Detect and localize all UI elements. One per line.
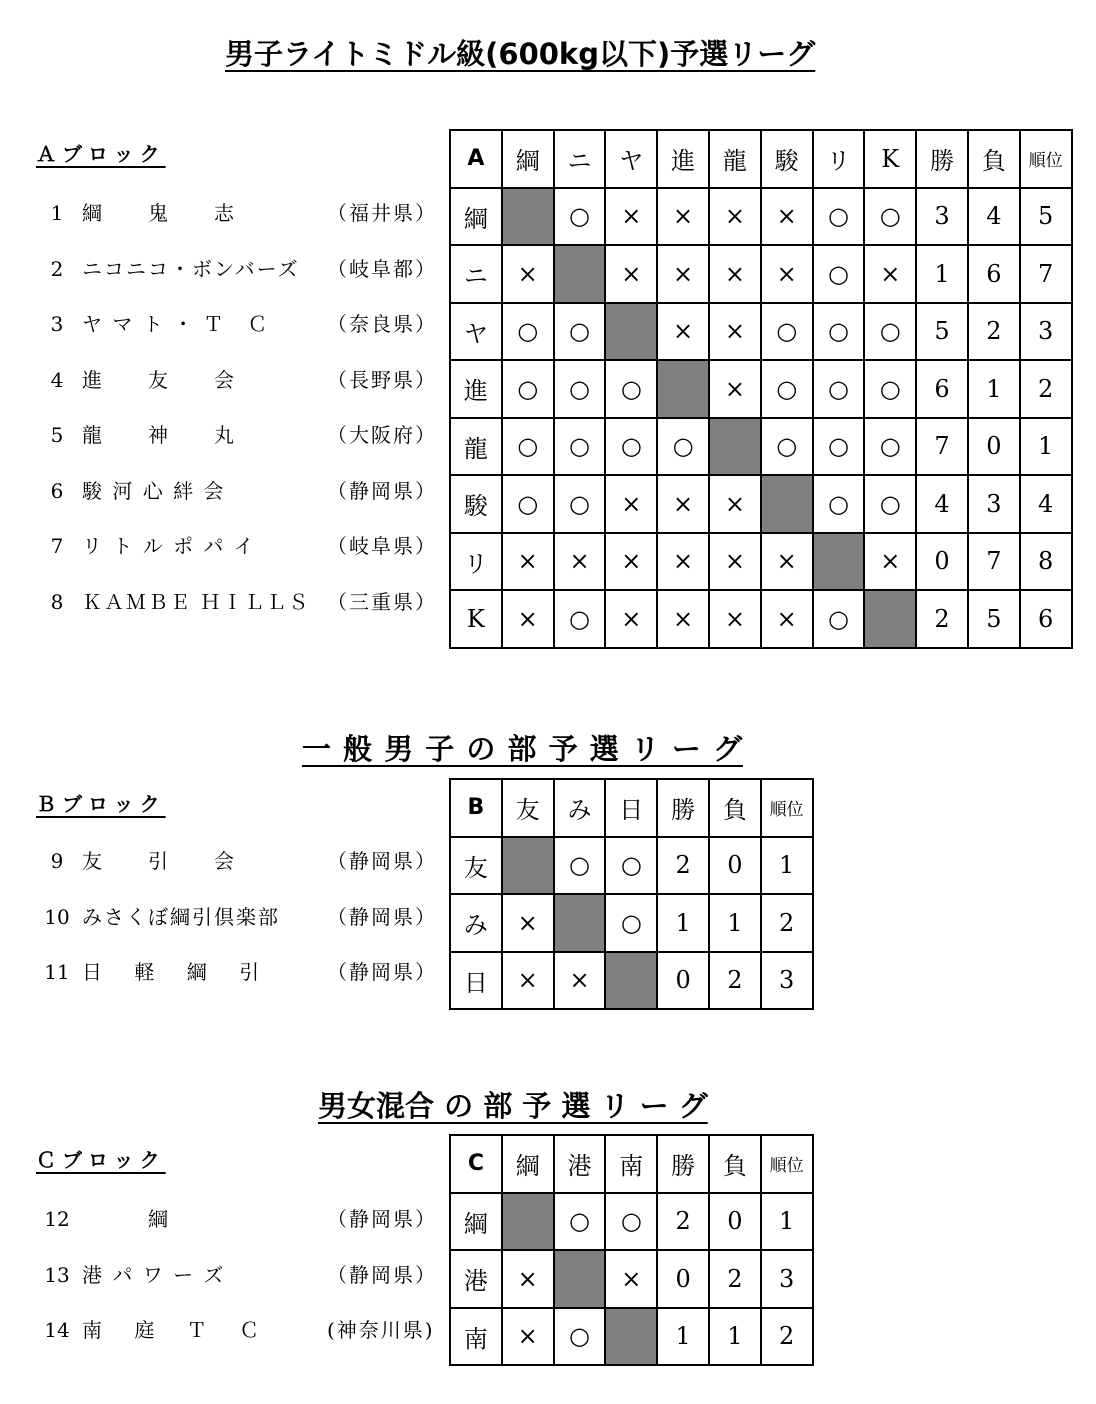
rank-cell: 5: [1020, 188, 1072, 246]
section-a-title: 男子ライトミドル級(600kg以下)予選リーグ: [225, 37, 816, 71]
match-result-cell: ×: [605, 475, 657, 533]
column-header: み: [554, 779, 606, 837]
table-row: [450, 952, 813, 1010]
stat-header: 負: [968, 130, 1020, 188]
match-result-cell: ○: [502, 475, 554, 533]
match-result-cell: ○: [502, 303, 554, 361]
match-result-cell: ○: [605, 837, 657, 895]
team-row: [44, 242, 444, 298]
team-row: [44, 519, 444, 575]
stat-header: 負: [709, 779, 761, 837]
self-match-cell: [605, 952, 657, 1010]
row-header: 日: [450, 952, 502, 1010]
team-prefecture: （長野県）: [327, 367, 437, 392]
self-match-cell: [709, 418, 761, 476]
self-match-cell: [554, 1250, 606, 1308]
wins-cell: 1: [657, 1308, 709, 1366]
match-result-cell: ×: [502, 952, 554, 1010]
self-match-cell: [554, 245, 606, 303]
team-prefecture: （岐阜県）: [327, 534, 437, 558]
block-c-result-table: [449, 1134, 814, 1366]
match-result-cell: ○: [554, 1193, 606, 1251]
table-row: [450, 1250, 813, 1308]
team-name: みさくぼ綱引倶楽部: [82, 904, 280, 929]
losses-cell: 1: [968, 360, 1020, 418]
match-result-cell: ×: [864, 245, 916, 303]
team-prefecture: （静岡県）: [327, 1207, 437, 1231]
match-result-cell: ○: [554, 590, 606, 648]
losses-cell: 0: [709, 837, 761, 895]
block-corner-cell: B: [450, 779, 502, 837]
team-name: 港 パ ワ ー ズ: [82, 1262, 226, 1287]
wins-cell: 0: [916, 533, 968, 591]
team-number: 10: [44, 904, 70, 929]
match-result-cell: ×: [761, 590, 813, 648]
match-result-cell: ×: [502, 590, 554, 648]
team-prefecture: （福井県）: [327, 201, 437, 225]
block-a-result-table: [449, 129, 1073, 649]
match-result-cell: ×: [605, 590, 657, 648]
match-result-cell: ○: [605, 1193, 657, 1251]
team-number: 9: [50, 849, 64, 873]
match-result-cell: ○: [761, 303, 813, 361]
team-number: 5: [50, 423, 64, 447]
team-row: [44, 353, 444, 409]
stat-header: 勝: [657, 1135, 709, 1193]
match-result-cell: ○: [813, 590, 865, 648]
team-prefecture: （大阪府）: [327, 423, 437, 447]
rank-cell: 2: [761, 894, 813, 952]
table-row: [450, 475, 1072, 533]
self-match-cell: [813, 533, 865, 591]
match-result-cell: ×: [605, 188, 657, 246]
self-match-cell: [864, 590, 916, 648]
match-result-cell: ○: [605, 360, 657, 418]
wins-cell: 6: [916, 360, 968, 418]
match-result-cell: ○: [761, 418, 813, 476]
team-row: [44, 186, 444, 242]
column-header: 南: [605, 1135, 657, 1193]
table-row: [450, 533, 1072, 591]
rank-cell: 3: [761, 952, 813, 1010]
self-match-cell: [502, 837, 554, 895]
losses-cell: 1: [709, 894, 761, 952]
match-result-cell: ○: [502, 418, 554, 476]
match-result-cell: ×: [657, 590, 709, 648]
wins-cell: 1: [657, 894, 709, 952]
team-name: ＫＡＭＢＥ ＨＩＬＬＳ: [82, 589, 311, 614]
match-result-cell: ×: [709, 590, 761, 648]
team-prefecture: （三重県）: [327, 589, 437, 614]
team-prefecture: （静岡県）: [327, 478, 437, 503]
match-result-cell: ○: [657, 418, 709, 476]
match-result-cell: ○: [554, 188, 606, 246]
rank-cell: 2: [1020, 360, 1072, 418]
row-header: 進: [450, 360, 502, 418]
losses-cell: 1: [709, 1308, 761, 1366]
row-header: 友: [450, 837, 502, 895]
wins-cell: 0: [657, 1250, 709, 1308]
team-name: 進 友 会: [82, 367, 236, 392]
match-result-cell: ○: [554, 1308, 606, 1366]
wins-cell: 2: [916, 590, 968, 648]
match-result-cell: ○: [554, 360, 606, 418]
wins-cell: 0: [657, 952, 709, 1010]
losses-cell: 7: [968, 533, 1020, 591]
row-header: K: [450, 590, 502, 648]
row-header: み: [450, 894, 502, 952]
team-row: [44, 1303, 444, 1359]
table-row: [450, 1308, 813, 1366]
wins-cell: 5: [916, 303, 968, 361]
losses-cell: 0: [709, 1193, 761, 1251]
team-name: 日 軽 綱 引: [82, 960, 262, 984]
match-result-cell: ○: [813, 475, 865, 533]
table-row: [450, 188, 1072, 246]
wins-cell: 4: [916, 475, 968, 533]
self-match-cell: [554, 894, 606, 952]
team-row: [44, 575, 444, 631]
team-row: [44, 297, 444, 353]
column-header: K: [864, 130, 916, 188]
match-result-cell: ×: [554, 533, 606, 591]
match-result-cell: ×: [605, 533, 657, 591]
table-row: [450, 303, 1072, 361]
match-result-cell: ○: [605, 894, 657, 952]
match-result-cell: ×: [554, 952, 606, 1010]
row-header: 龍: [450, 418, 502, 476]
match-result-cell: ×: [709, 245, 761, 303]
team-name: 綱 鬼 志: [82, 201, 236, 225]
row-header: 綱: [450, 1193, 502, 1251]
match-result-cell: ○: [605, 418, 657, 476]
team-number: 3: [50, 312, 64, 336]
match-result-cell: ×: [502, 1250, 554, 1308]
match-result-cell: ○: [864, 418, 916, 476]
match-result-cell: ○: [813, 360, 865, 418]
rank-cell: 3: [1020, 303, 1072, 361]
block-corner-cell: A: [450, 130, 502, 188]
team-number: 8: [50, 589, 64, 614]
match-result-cell: ○: [813, 188, 865, 246]
match-result-cell: ○: [813, 245, 865, 303]
match-result-cell: ×: [657, 245, 709, 303]
block-b-result-table: [449, 778, 814, 1010]
match-result-cell: ×: [502, 533, 554, 591]
column-header: ニ: [554, 130, 606, 188]
losses-cell: 4: [968, 188, 1020, 246]
match-result-cell: ×: [605, 245, 657, 303]
team-number: 4: [50, 367, 64, 392]
table-row: [450, 245, 1072, 303]
section-c-title: 男女混合 の 部 予 選 リ ー グ: [318, 1089, 708, 1123]
match-result-cell: ×: [502, 894, 554, 952]
team-name: 友 引 会: [82, 849, 236, 873]
match-result-cell: ○: [864, 475, 916, 533]
self-match-cell: [605, 1308, 657, 1366]
match-result-cell: ○: [554, 418, 606, 476]
wins-cell: 2: [657, 1193, 709, 1251]
team-name: ヤ マ ト ・ Ｔ Ｃ: [82, 312, 270, 336]
rank-cell: 4: [1020, 475, 1072, 533]
team-prefecture: （静岡県）: [327, 849, 437, 873]
row-header: 南: [450, 1308, 502, 1366]
team-row: [44, 834, 444, 890]
column-header: 龍: [709, 130, 761, 188]
team-number: 14: [44, 1318, 70, 1342]
team-name: 綱: [82, 1207, 170, 1231]
column-header: 進: [657, 130, 709, 188]
rank-cell: 6: [1020, 590, 1072, 648]
match-result-cell: ○: [554, 475, 606, 533]
match-result-cell: ×: [657, 303, 709, 361]
match-result-cell: ×: [761, 533, 813, 591]
rank-cell: 7: [1020, 245, 1072, 303]
match-result-cell: ○: [864, 303, 916, 361]
self-match-cell: [657, 360, 709, 418]
stat-header: 勝: [657, 779, 709, 837]
table-row: [450, 360, 1072, 418]
team-row: [44, 408, 444, 464]
team-prefecture: （静岡県）: [327, 1262, 437, 1287]
match-result-cell: ×: [761, 245, 813, 303]
stat-header: 順位: [761, 1135, 813, 1193]
section-b-title: 一 般 男 子 の 部 予 選 リ ー グ: [302, 732, 743, 766]
column-header: リ: [813, 130, 865, 188]
match-result-cell: ×: [502, 245, 554, 303]
team-number: 13: [44, 1262, 70, 1287]
match-result-cell: ×: [657, 475, 709, 533]
rank-cell: 3: [761, 1250, 813, 1308]
match-result-cell: ○: [554, 303, 606, 361]
match-result-cell: ×: [761, 188, 813, 246]
team-number: 7: [50, 534, 64, 558]
losses-cell: 2: [709, 1250, 761, 1308]
match-result-cell: ×: [709, 360, 761, 418]
losses-cell: 5: [968, 590, 1020, 648]
match-result-cell: ○: [864, 360, 916, 418]
self-match-cell: [761, 475, 813, 533]
match-result-cell: ×: [709, 475, 761, 533]
header-row: [450, 130, 1072, 188]
column-header: ヤ: [605, 130, 657, 188]
team-row: [44, 1192, 444, 1248]
team-number: 12: [44, 1207, 70, 1231]
team-number: 1: [50, 201, 64, 225]
losses-cell: 0: [968, 418, 1020, 476]
stat-header: 順位: [1020, 130, 1072, 188]
column-header: 友: [502, 779, 554, 837]
team-name: ニコニコ・ボンバーズ: [82, 256, 300, 281]
self-match-cell: [502, 1193, 554, 1251]
stat-header: 順位: [761, 779, 813, 837]
team-number: 6: [50, 478, 64, 503]
block-a-label: Ａブロック: [36, 142, 166, 166]
wins-cell: 2: [657, 837, 709, 895]
rank-cell: 1: [761, 837, 813, 895]
column-header: 綱: [502, 130, 554, 188]
team-number: 2: [50, 256, 64, 281]
rank-cell: 1: [761, 1193, 813, 1251]
team-name: 龍 神 丸: [82, 423, 236, 447]
match-result-cell: ×: [605, 1250, 657, 1308]
wins-cell: 7: [916, 418, 968, 476]
row-header: ヤ: [450, 303, 502, 361]
team-row: [44, 1248, 444, 1304]
match-result-cell: ×: [657, 533, 709, 591]
match-result-cell: ×: [709, 188, 761, 246]
match-result-cell: ×: [709, 533, 761, 591]
header-row: [450, 1135, 813, 1193]
rank-cell: 8: [1020, 533, 1072, 591]
column-header: 日: [605, 779, 657, 837]
table-row: [450, 894, 813, 952]
column-header: 綱: [502, 1135, 554, 1193]
team-name: リ ト ル ポ パ イ: [82, 534, 256, 558]
row-header: リ: [450, 533, 502, 591]
row-header: 綱: [450, 188, 502, 246]
match-result-cell: ×: [864, 533, 916, 591]
table-row: [450, 1193, 813, 1251]
team-prefecture: （静岡県）: [327, 904, 437, 929]
stat-header: 負: [709, 1135, 761, 1193]
losses-cell: 2: [709, 952, 761, 1010]
rank-cell: 1: [1020, 418, 1072, 476]
match-result-cell: ○: [813, 418, 865, 476]
column-header: 港: [554, 1135, 606, 1193]
row-header: ニ: [450, 245, 502, 303]
stat-header: 勝: [916, 130, 968, 188]
team-name: 南 庭 Ｔ Ｃ: [82, 1318, 262, 1342]
losses-cell: 6: [968, 245, 1020, 303]
match-result-cell: ×: [502, 1308, 554, 1366]
column-header: 駿: [761, 130, 813, 188]
match-result-cell: ○: [761, 360, 813, 418]
match-result-cell: ○: [554, 837, 606, 895]
block-b-label: Ｂブロック: [36, 792, 166, 816]
team-row: [44, 464, 444, 520]
team-name: 駿 河 心 絆 会: [82, 478, 226, 503]
wins-cell: 1: [916, 245, 968, 303]
team-prefecture: （岐阜都）: [327, 256, 437, 281]
team-row: [44, 890, 444, 946]
match-result-cell: ○: [813, 303, 865, 361]
block-c-label: Ｃブロック: [36, 1148, 166, 1172]
match-result-cell: ○: [502, 360, 554, 418]
block-corner-cell: C: [450, 1135, 502, 1193]
wins-cell: 3: [916, 188, 968, 246]
team-prefecture: （奈良県）: [327, 312, 437, 336]
team-number: 11: [44, 960, 70, 984]
match-result-cell: ×: [709, 303, 761, 361]
self-match-cell: [605, 303, 657, 361]
match-result-cell: ○: [864, 188, 916, 246]
header-row: [450, 779, 813, 837]
team-prefecture: （静岡県）: [327, 960, 437, 984]
match-result-cell: ×: [657, 188, 709, 246]
losses-cell: 2: [968, 303, 1020, 361]
team-row: [44, 945, 444, 1001]
rank-cell: 2: [761, 1308, 813, 1366]
row-header: 港: [450, 1250, 502, 1308]
team-prefecture: (神奈川県): [327, 1318, 435, 1342]
table-row: [450, 418, 1072, 476]
row-header: 駿: [450, 475, 502, 533]
losses-cell: 3: [968, 475, 1020, 533]
self-match-cell: [502, 188, 554, 246]
table-row: [450, 590, 1072, 648]
table-row: [450, 837, 813, 895]
